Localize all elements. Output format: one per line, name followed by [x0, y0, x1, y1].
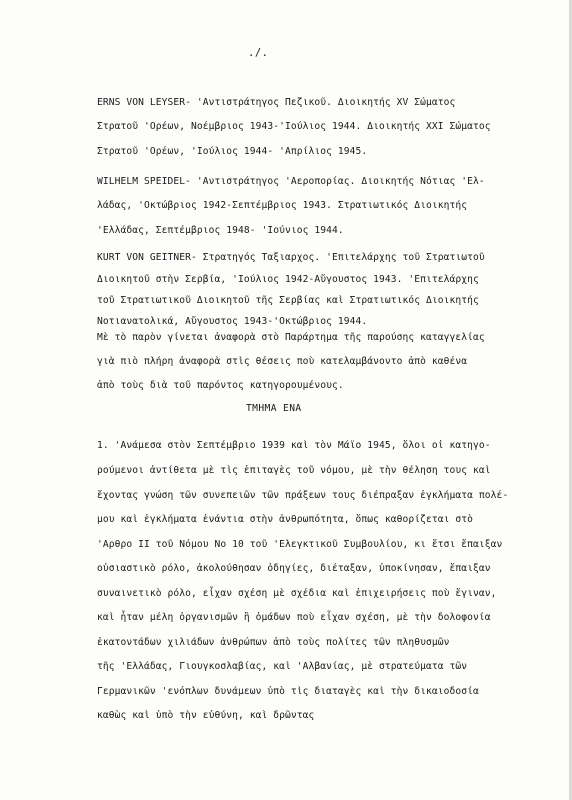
text-line: Γερμανικῶν 'ενόπλων δυνάμεων ὑπὸ τὶς διαταγὲς καὶ τὴν δικαιοδοσία — [97, 686, 479, 697]
text-line: Μὲ τὸ παρὸν γίνεται ἀναφορὰ στὸ Παράρτημα τῆς παρούσης καταγγελίας — [97, 332, 485, 343]
text-line: οὐσιαστικὸ ρόλο, ἀκολούθησαν ὁδηγίες, διέταξαν, ὑποκίνησαν, ἔπαιξαν — [97, 563, 491, 574]
text-line: λάδας, 'Οκτώβριος 1942-Σεπτέμβριος 1943. Στρατιωτικός Διοικητής — [97, 200, 468, 211]
text-line: γιὰ πιὸ πλήρη ἀναφορὰ στὶς θέσεις ποὺ κατελαμβάνοντο ἀπὸ καθένα — [97, 356, 468, 367]
text-line: 'Αρθρο II τοῦ Νόμου Νο 10 τοῦ 'Ελεγκτικοῦ Συμβουλίου, κι ἔτσι ἔπαιξαν — [97, 539, 503, 550]
text-line: καθὼς καὶ ὑπὸ τὴν εὐθύνη, καὶ δρῶντας — [97, 710, 315, 721]
text-line: ρούμενοι ἀντίθετα μὲ τὶς ἐπιταγὲς τοῦ νόμου, μὲ τὴν θέληση τους καὶ — [97, 465, 491, 476]
text-line: καὶ ἦταν μέλη ὀργανισμῶν ἢ ὁμάδων ποὺ εἶχαν σχέση, μὲ τὴν δολοφονία — [97, 612, 491, 623]
text-line: τῆς 'Ελλάδας, Γιουγκοσλαβίας, καὶ 'Αλβανίας, μὲ στρατεύματα τῶν — [97, 661, 468, 672]
text-line: ἀπὸ τοὺς διὰ τοῦ παρόντος κατηγορουμένους. — [97, 380, 344, 391]
text-line: Νοτιανατολικά, Αὔγουστος 1943-'Οκτώβριος 1944. — [97, 316, 368, 327]
text-line: WILHELM SPEIDEL- 'Αντιστράτηγος 'Αεροπορίας. Διοικητής Νότιας 'Ελ- — [97, 176, 485, 187]
text-line: 1. 'Ανάμεσα στὸν Σεπτέμβριο 1939 καὶ τὸν Μάϊο 1945, ὅλοι οἱ κατηγο- — [97, 440, 491, 451]
text-line: Στρατοῦ 'Ορέων, 'Ιούλιος 1944- 'Απρίλιος 1945. — [97, 146, 368, 157]
text-line: τοῦ Στρατιωτικοῦ Διοικητοῦ τῆς Σερβίας καὶ Στρατιωτικός Διοικητής — [97, 295, 479, 306]
text-line: ἑκατοντάδων χιλιάδων ἀνθρώπων ἀπὸ τοὺς πολίτες τῶν πληθυσμῶν — [97, 637, 450, 648]
text-line: Διοικητοῦ στὴν Σερβία, 'Ιούλιος 1942-Αὔγουστος 1943. 'Επιτελάρχης — [97, 274, 479, 285]
text-line: ERNS VON LEYSER- 'Αντιστράτηγος Πεζικοῦ. Διοικητής XV Σώματος — [97, 97, 456, 108]
page-marker: ./. — [248, 47, 269, 59]
text-line: 'Ελλάδας, Σεπτέμβριος 1948- 'Ιούνιος 1944. — [97, 225, 344, 236]
text-line: ἔχοντας γνώση τῶν συνεπειῶν τῶν πράξεων τους διέπραξαν ἐγκλήματα πολέ- — [97, 490, 509, 501]
text-line: συναινετικὸ ρόλο, εἶχαν σχέση μὲ σχέδια καὶ ἐπιχειρήσεις ποὺ ἔγιναν, — [97, 588, 497, 599]
text-line: KURT VON GEITNER- Στρατηγός Ταξιαρχος. 'Επιτελάρχης τοῦ Στρατιωτοῦ — [97, 252, 485, 263]
section-heading: ΤΜΗΜΑ ΕΝΑ — [246, 403, 302, 414]
text-line: μου καὶ ἐγκλήματα ἐνάντια στὴν ἀνθρωπότητα, ὅπως καθορίζεται στὸ — [97, 514, 474, 525]
text-line: Στρατοῦ 'Ορέων, Νοέμβριος 1943-'Ιούλιος 1944. Διοικητής XXI Σώματος — [97, 121, 491, 132]
